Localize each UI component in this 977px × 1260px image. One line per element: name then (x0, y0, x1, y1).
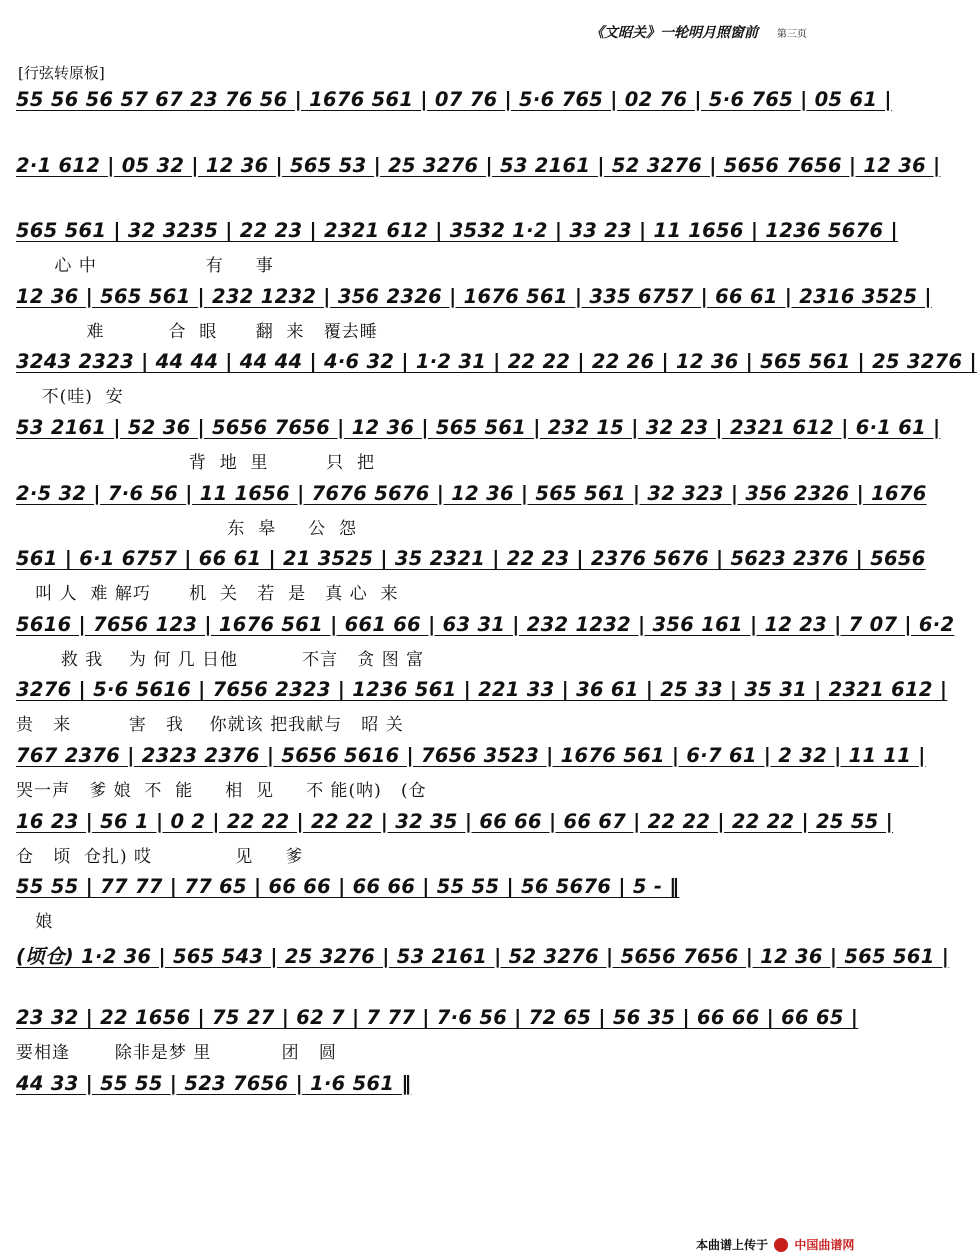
score-body (16, 86, 977, 1136)
notation-line: 16 23 | 56 1 | 0 2 | 22 22 | 22 22 | 32 35 | 66 66 | 66 67 | 22 22 | 22 22 | 25 55 | (16, 809, 894, 833)
score-system (16, 808, 894, 874)
lyrics-line: 要相逢 除非是梦 里 团 圆 (16, 1043, 337, 1064)
notation-line: 3243 2323 | 44 44 | 44 44 | 4·6 32 | 1·2 31 | 22 22 | 22 26 | 12 36 | 565 561 | 25 3276 | (16, 350, 977, 374)
score-system (16, 414, 941, 480)
section-label: [行弦转原板] (18, 64, 105, 82)
lyrics-line: 贵 来 害 我 你就该 把我献与 昭 关 (16, 715, 404, 736)
notation-line: 5616 | 7656 123 | 1676 561 | 661 66 | 63 31 | 232 1232 | 356 161 | 12 23 | 7 07 | 6·2 (16, 612, 955, 636)
lyrics-line: 心 中 有 事 (16, 256, 274, 277)
notation-line: 767 2376 | 2323 2376 | 5656 5616 | 7656 3523 | 1676 561 | 6·7 61 | 2 32 | 11 11 | (16, 743, 926, 767)
notation-line: 2·5 32 | 7·6 56 | 11 1656 | 7676 5676 | 12 36 | 565 561 | 32 323 | 356 2326 | 1676 (16, 481, 927, 505)
lyrics-line: 娘 (16, 912, 54, 933)
notation-line: 44 33 | 55 55 | 523 7656 | 1·6 561 ‖ (16, 1071, 412, 1095)
footer-credit (696, 1236, 854, 1253)
lyrics-line: 不(哇) 安 (16, 387, 124, 408)
score-system (16, 480, 927, 546)
lyrics-line: 叫 人 难 解巧 机 关 若 是 真 心 来 (16, 584, 399, 605)
notation-line: 55 56 56 57 67 23 76 56 | 1676 561 | 07 76 | 5·6 765 | 02 76 | 5·6 765 | 05 61 | (16, 88, 892, 111)
notation-line: 565 561 | 32 3235 | 22 23 | 2321 612 | 3532 1·2 | 33 23 | 11 1656 | 1236 5676 | (16, 219, 898, 243)
notation-line: 561 | 6·1 6757 | 66 61 | 21 3525 | 35 2321 | 22 23 | 2376 5676 | 5623 2376 | 5656 (16, 547, 926, 571)
score-system (16, 217, 898, 283)
score-system (16, 742, 926, 808)
lyrics-line: 救 我 为 何 几 日他 不言 贪 图 富 (16, 649, 425, 670)
score-system (16, 152, 941, 218)
score-title: 《文昭关》一轮明月照窗前 (590, 25, 758, 41)
score-system (16, 1070, 846, 1136)
notation-line: 23 32 | 22 1656 | 75 27 | 62 7 | 7 77 | 7·6 56 | 72 65 | 56 35 | 66 66 | 66 65 | (16, 1006, 859, 1030)
lyrics-line: 仓 顷 仓扎) 哎 见 爹 (16, 846, 304, 867)
lyrics-line: 东 皋 公 怨 (16, 518, 357, 539)
notation-line: 53 2161 | 52 36 | 5656 7656 | 12 36 | 565 561 | 232 15 | 32 23 | 2321 612 | 6·1 61 | (16, 415, 941, 439)
lyrics-line: 哭一声 爹 娘 不 能 相 见 不 能(呐) (仓 (16, 780, 427, 801)
notation-line: 12 36 | 565 561 | 232 1232 | 356 2326 | 1676 561 | 335 6757 | 66 61 | 2316 3525 | (16, 284, 932, 308)
lyrics-line: 背 地 里 只 把 (16, 452, 375, 473)
notation-line: 2·1 612 | 05 32 | 12 36 | 565 53 | 25 3276 | 53 2161 | 52 3276 | 5656 7656 | 12 36 | (16, 153, 941, 177)
score-system (16, 545, 926, 611)
lyrics-line: 难 合 眼 翻 来 覆去睡 (16, 321, 378, 342)
footer-prefix: 本曲谱上传于 (696, 1238, 769, 1252)
score-system (16, 676, 948, 742)
score-system (16, 939, 950, 1005)
score-system (16, 86, 892, 152)
notation-line: (顷仓) 1·2 36 | 565 543 | 25 3276 | 53 2161 | 52 3276 | 5656 7656 | 12 36 | 565 561 | (16, 944, 950, 968)
score-system (16, 283, 932, 349)
score-system (16, 348, 977, 414)
site-logo-icon (774, 1238, 788, 1252)
notation-line: 3276 | 5·6 5616 | 7656 2323 | 1236 561 | 221 33 | 36 61 | 25 33 | 35 31 | 2321 612 | (16, 678, 948, 702)
score-system (16, 611, 955, 677)
page-header (590, 22, 807, 42)
notation-line: 55 55 | 77 77 | 77 65 | 66 66 | 66 66 | 55 55 | 56 5676 | 5 - ‖ (16, 875, 680, 899)
page-number: 第三页 (776, 29, 807, 40)
footer-site: 中国曲谱网 (794, 1238, 855, 1252)
score-system (16, 1004, 859, 1070)
score-system (16, 873, 846, 939)
